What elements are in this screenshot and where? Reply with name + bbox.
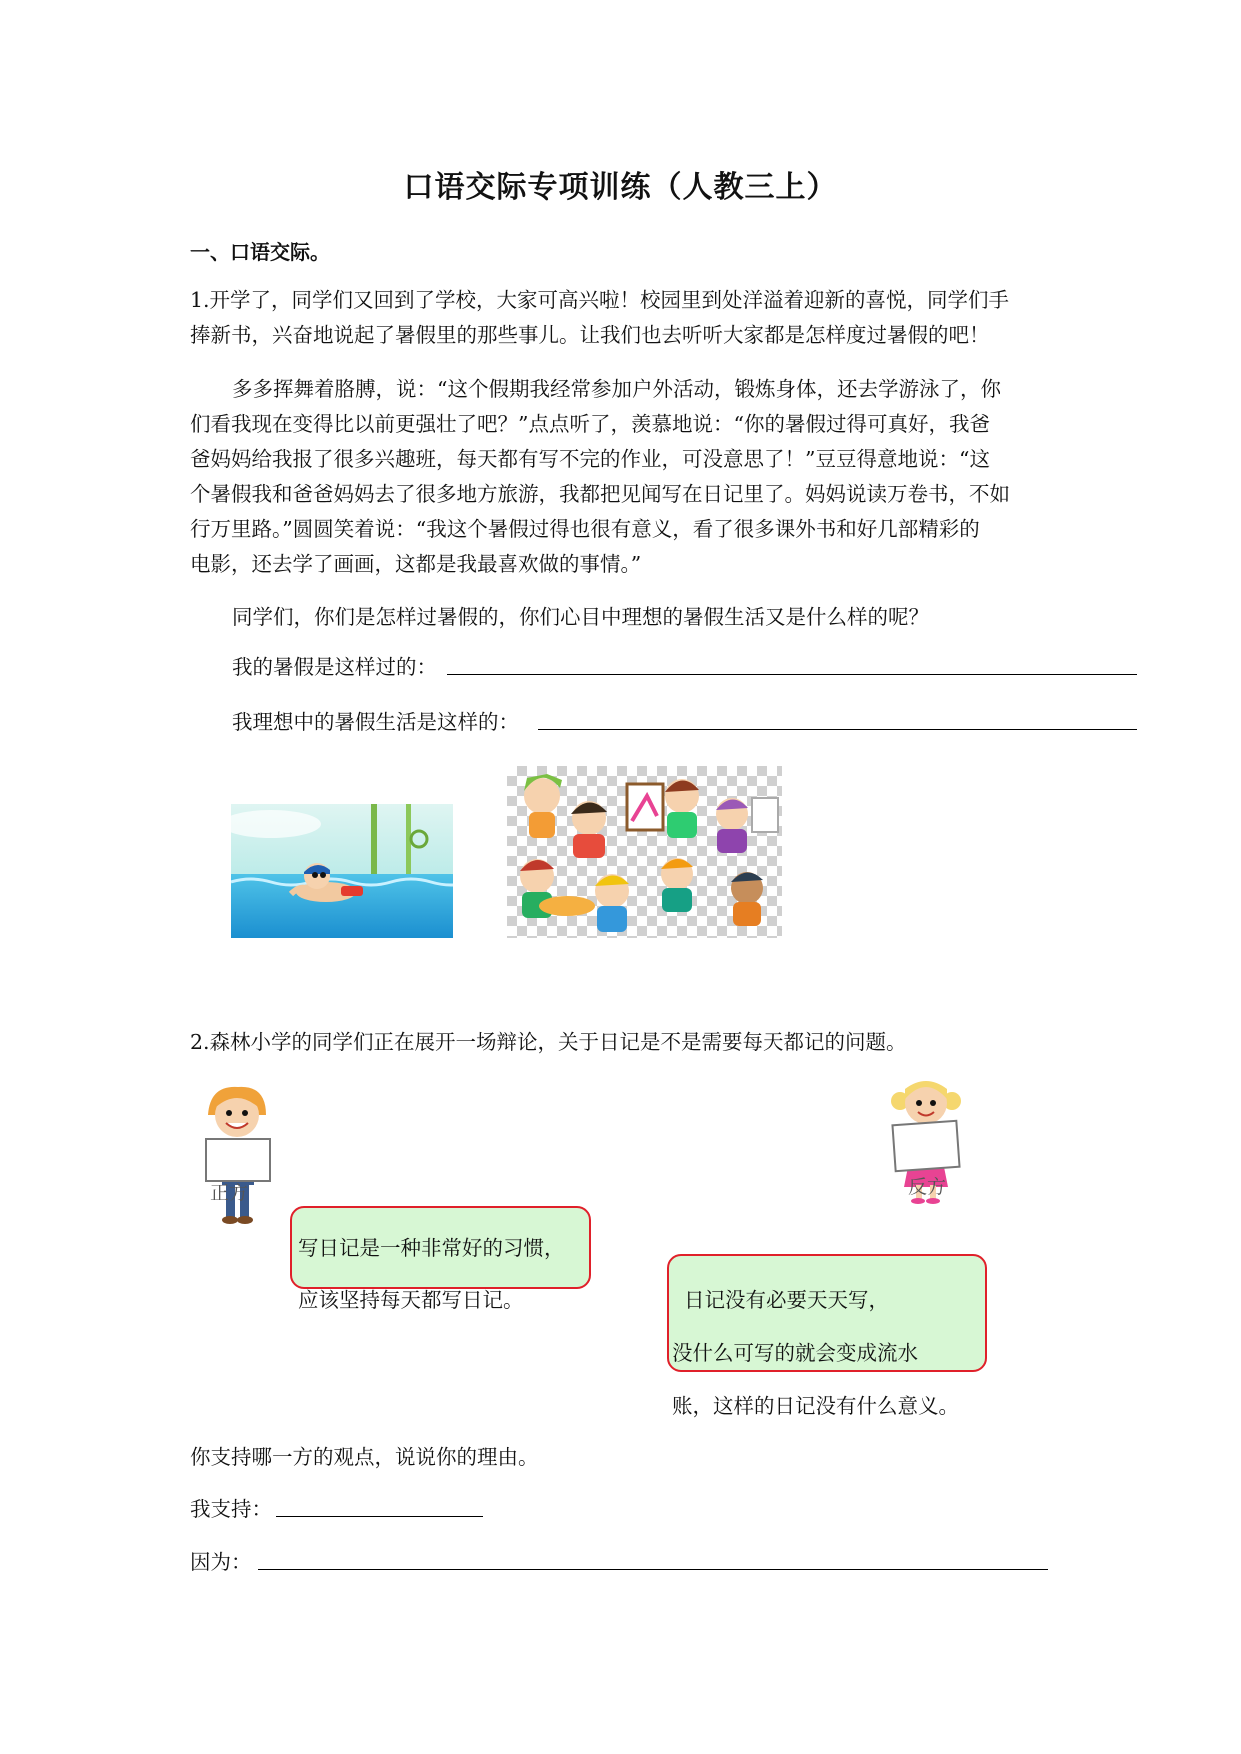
story-line: 爸妈妈给我报了很多兴趣班，每天都有写不完的作业，可没意思了！”豆豆得意地说：“这	[190, 447, 990, 471]
swimming-picture	[231, 804, 453, 938]
question-1-prompt: 同学们，你们是怎样过暑假的，你们心目中理想的暑假生活又是什么样的呢？	[232, 605, 929, 629]
reason-field[interactable]	[258, 1569, 1048, 1570]
page-title: 口语交际专项训练（人教三上）	[403, 170, 838, 205]
intro-line: 捧新书，兴奋地说起了暑假里的那些事儿。让我们也去听听大家都是怎样度过暑假的吧！	[190, 323, 990, 347]
answer-2-label: 我理想中的暑假生活是这样的：	[232, 710, 519, 734]
support-label: 我支持：	[190, 1497, 272, 1521]
story-line: 个暑假我和爸爸妈妈去了很多地方旅游，我都把见闻写在日记里了。妈妈说读万卷书，不如	[190, 482, 1010, 506]
story-line: 电影，还去学了画画，这都是我最喜欢做的事情。”	[190, 552, 642, 576]
section-heading: 一、口语交际。	[190, 240, 330, 264]
con-side-label: 反方	[908, 1176, 947, 1198]
question-1-intro	[190, 283, 1055, 353]
question-2-intro: 2.森林小学的同学们正在展开一场辩论，关于日记是不是需要每天都记的问题。	[190, 1030, 907, 1054]
question-2-prompt: 你支持哪一方的观点，说说你的理由。	[190, 1445, 539, 1469]
answer-1-label: 我的暑假是这样过的：	[232, 655, 437, 679]
pro-statement-line-2: 应该坚持每天都写日记。	[298, 1288, 524, 1312]
answer-2-field[interactable]	[538, 729, 1137, 730]
reason-label: 因为：	[190, 1550, 252, 1574]
pro-side-label: 正方	[210, 1182, 249, 1204]
intro-line: 1.开学了，同学们又回到了学校，大家可高兴啦！校园里到处洋溢着迎新的喜悦，同学们手	[190, 288, 1010, 312]
pro-statement-line-1: 写日记是一种非常好的习惯，	[298, 1236, 565, 1260]
story-paragraph	[190, 372, 1055, 582]
story-line: 行万里路。”圆圆笑着说：“我这个暑假过得也很有意义，看了很多课外书和好几部精彩的	[190, 517, 980, 541]
con-statement-line-2: 没什么可写的就会变成流水	[672, 1341, 918, 1365]
kids-painting-picture	[507, 766, 782, 938]
con-statement-line-3: 账，这样的日记没有什么意义。	[672, 1394, 959, 1418]
story-line: 们看我现在变得比以前更强壮了吧？”点点听了，羡慕地说：“你的暑假过得可真好，我爸	[190, 412, 990, 436]
con-statement-line-1: 日记没有必要天天写，	[684, 1288, 889, 1312]
support-field[interactable]	[276, 1516, 483, 1517]
story-line: 多多挥舞着胳膊，说：“这个假期我经常参加户外活动，锻炼身体，还去学游泳了，你	[232, 377, 1001, 401]
answer-1-field[interactable]	[447, 674, 1137, 675]
